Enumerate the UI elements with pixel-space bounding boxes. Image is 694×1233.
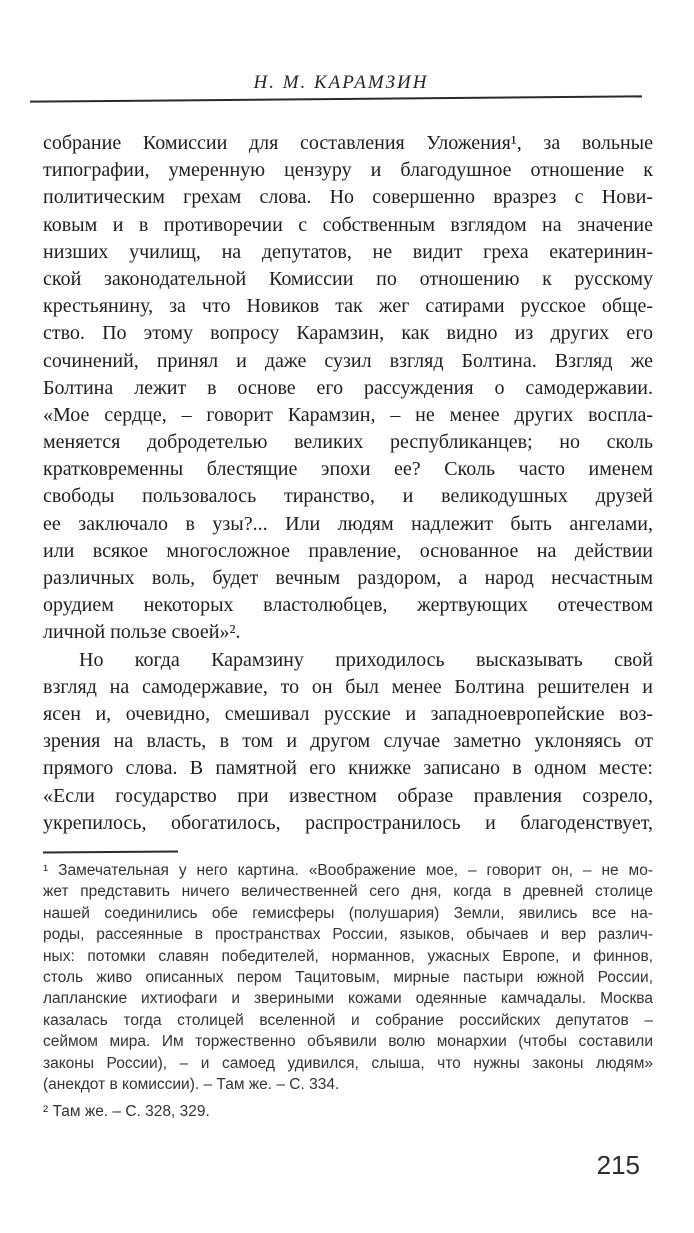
footnote-line: нашей соединились обе гемисферы (полушария) Земли, явились все на- [43, 904, 653, 922]
body-line: ее заключало в узы?... Или людям надлежит быть ангелами, [43, 512, 653, 535]
body-line: меняется добродетелью великих республиканцев; но сколь [43, 431, 653, 454]
body-line: типографии, умеренную цензуру и благодушное отношение к [43, 159, 653, 182]
footnote-line: роды, рассеянные в пространствах России, языков, обычаев и вер различ- [43, 926, 653, 944]
body-line: ство. По этому вопросу Карамзин, как видно из других его [43, 322, 653, 345]
body-line: прямого слова. В памятной его книжке записано в одном месте: [43, 757, 653, 780]
body-line: низших училищ, на депутатов, не видит греха екатеринин- [43, 240, 653, 263]
body-line: собрание Комиссии для составления Уложения¹, за вольные [43, 132, 653, 154]
footnote-line: (анекдот в комиссии). – Там же. – С. 334. [43, 1075, 340, 1093]
footnote [43, 1101, 653, 1122]
body-line: орудием некоторых властолюбцев, жертвующих отечеством [43, 594, 653, 617]
footnote-line: ¹ Замечательная у него картина. «Воображение мое, – говорит он, – не мо- [43, 862, 653, 879]
footnote-line: сеймом мира. Им торжественно объявили волю монархии (чтобы составили [43, 1033, 653, 1051]
footnote-line: законы России), – и самоед удивился, слыша, что нужны законы людям» [43, 1054, 653, 1072]
footnotes [43, 860, 653, 1123]
body-line: или всякое многосложное правление, основанное на действии [43, 539, 653, 562]
page-number: 215 [596, 1150, 640, 1180]
footnote-line: жет представить ничего величественней сего дня, когда в древней столице [43, 883, 653, 901]
footnote-separator [43, 851, 178, 854]
body-line: личной пользе своей»². [43, 621, 241, 644]
body-text [43, 130, 653, 837]
header-rule [30, 95, 642, 102]
body-line: «Если государство при известном образе правления созрело, [43, 784, 653, 807]
running-header-title: Н. М. КАРАМЗИН [253, 72, 429, 93]
footnote-line: лапланские ихтиофаги и звериными кожами одеянные камчадалы. Москва [43, 990, 653, 1008]
body-line: сочинений, принял и даже сузил взгляд Болтина. Взгляд же [43, 349, 653, 372]
body-line: крестьянину, за что Новиков так жег сатирами русское обще- [43, 295, 653, 318]
body-line: ковым и в противоречии с собственным взглядом на значение [43, 213, 653, 236]
footnote-line: ² Там же. – С. 328, 329. [43, 1103, 210, 1121]
footnote-line: казалась тогда столицей вселенной и собрание российских депутатов – [43, 1011, 653, 1029]
footnote-line: столь живо описанных пером Тацитовым, мирные пастыри южной России, [43, 968, 653, 986]
body-line: различных воль, будет вечным раздором, а народ несчастным [43, 567, 653, 589]
body-line: «Мое сердце, – говорит Карамзин, – не менее других воспла- [43, 403, 653, 426]
body-line: свободы пользовалось тиранство, и великодушных друзей [43, 485, 653, 508]
body-line: взгляд на самодержавие, то он был менее Болтина решителен и [43, 675, 653, 698]
body-line: кратковременны блестящие эпохи ее? Сколь часто именем [43, 458, 653, 481]
paragraph [43, 130, 653, 647]
body-line: Но когда Карамзину приходилось высказывать свой [79, 648, 653, 671]
body-line: зрения на власть, в том и другом случае заметно уклоняясь от [43, 730, 653, 753]
body-line: ясен и, очевидно, смешивал русские и западноевропейские воз- [43, 702, 653, 725]
body-line: политическим грехам слова. Но совершенно вразрез с Нови- [43, 186, 653, 209]
body-line: Болтина лежит в основе его рассуждения о самодержавии. [43, 376, 653, 399]
body-line: ской законодательной Комиссии по отношению к русскому [43, 267, 653, 290]
footnote-line: ных: потомки славян победителей, норманнов, ужасных Европе, и финнов, [43, 947, 653, 965]
paragraph [43, 647, 653, 837]
body-line: укрепилось, обогатилось, распространилось и благоденствует, [43, 811, 653, 834]
footnote [43, 860, 653, 1095]
